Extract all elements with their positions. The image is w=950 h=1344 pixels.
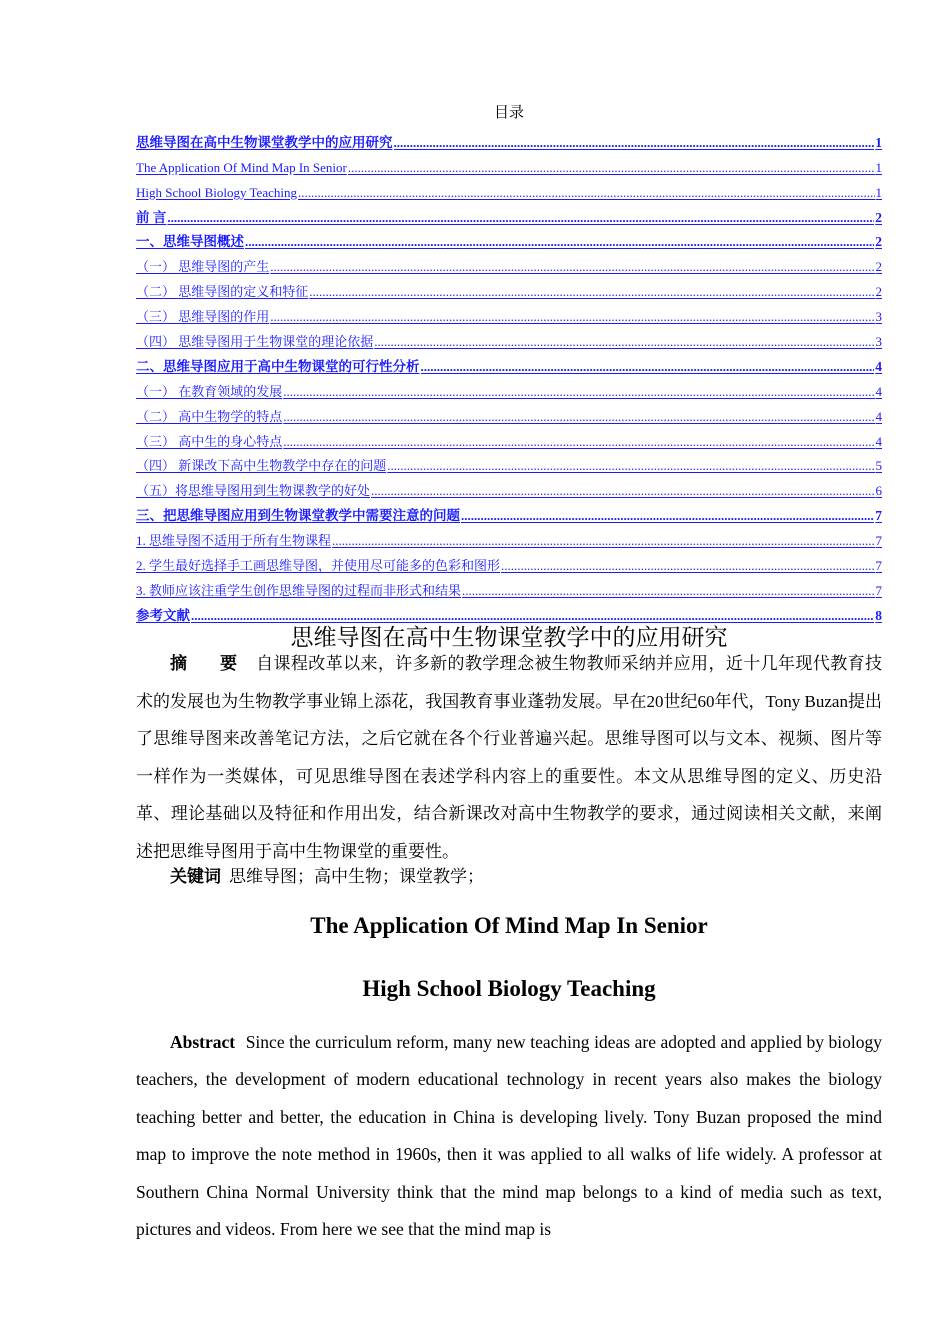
toc-entry[interactable]: [136, 151, 882, 176]
toc-entry-title: 三、把思维导图应用到生物课堂教学中需要注意的问题: [136, 508, 460, 524]
toc-entry-title: 参考文献: [136, 607, 190, 623]
toc-entry-title: （二） 思维导图的定义和特征: [136, 284, 309, 300]
toc-entry-leader: [245, 234, 874, 250]
chinese-abstract-label: 摘 要: [170, 654, 252, 673]
toc-entry-page: 2: [875, 234, 882, 250]
toc-entry-leader: [309, 284, 874, 300]
toc-entry-page: 2: [875, 259, 882, 275]
toc-entry-leader: [332, 533, 874, 549]
english-abstract: [136, 1024, 882, 1248]
toc-entry-title: 前 言: [136, 209, 167, 225]
toc-entry[interactable]: [136, 400, 882, 425]
toc-entry-page: 4: [875, 358, 882, 374]
toc-entry-page: 7: [875, 582, 882, 598]
toc-entry-title: High School Biology Teaching: [136, 184, 297, 200]
toc-entry-page: 5: [875, 458, 882, 474]
toc-entry-page: 7: [875, 508, 882, 524]
toc-entry-leader: [387, 458, 874, 474]
table-of-contents: [136, 126, 882, 624]
toc-entry-leader: [371, 483, 874, 499]
toc-entry-title: （二） 高中生物学的特点: [136, 408, 283, 424]
toc-entry[interactable]: [136, 549, 882, 574]
toc-entry-page: 2: [875, 209, 882, 225]
toc-entry-title: （一） 思维导图的产生: [136, 259, 270, 275]
toc-entry-title: （一） 在教育领域的发展: [136, 383, 283, 399]
toc-entry-title: 二、思维导图应用于高中生物课堂的可行性分析: [136, 358, 420, 374]
toc-title: 目录: [493, 105, 524, 121]
toc-entry[interactable]: [136, 325, 882, 350]
toc-entry[interactable]: [136, 474, 882, 499]
toc-entry[interactable]: [136, 250, 882, 275]
toc-entry-leader: [283, 409, 874, 425]
toc-entry-title: 一、思维导图概述: [136, 234, 244, 250]
toc-entry-page: 6: [875, 483, 882, 499]
toc-entry-leader: [462, 583, 874, 599]
toc-entry-title: （四） 新课改下高中生物教学中存在的问题: [136, 458, 387, 474]
toc-entry-page: 4: [875, 383, 882, 399]
toc-entry[interactable]: [136, 574, 882, 599]
toc-entry-title: （三） 高中生的身心特点: [136, 433, 283, 449]
toc-entry[interactable]: [136, 226, 882, 251]
toc-entry-leader: [421, 359, 875, 375]
toc-entry-leader: [394, 135, 875, 151]
toc-entry-title: （四） 思维导图用于生物课堂的理论依据: [136, 334, 374, 350]
toc-entry[interactable]: [136, 524, 882, 549]
toc-entry[interactable]: [136, 499, 882, 524]
toc-entry-leader: [270, 259, 874, 275]
english-title-line1: The Application Of Mind Map In Senior: [310, 913, 708, 938]
toc-entry-page: 4: [875, 408, 882, 424]
toc-entry-title: 3. 教师应该注重学生创作思维导图的过程而非形式和结果: [136, 582, 462, 598]
toc-entry[interactable]: [136, 176, 882, 201]
toc-entry-page: 3: [875, 309, 882, 325]
toc-entry[interactable]: [136, 275, 882, 300]
chinese-keywords: [170, 862, 484, 887]
toc-entry-page: 1: [875, 184, 882, 200]
toc-entry-page: 2: [875, 284, 882, 300]
toc-entry[interactable]: [136, 350, 882, 375]
toc-entry-page: 4: [875, 433, 882, 449]
toc-entry[interactable]: [136, 300, 882, 325]
toc-entry[interactable]: [136, 201, 882, 226]
toc-entry-title: 2. 学生最好选择手工画思维导图，并使用尽可能多的色彩和图形: [136, 558, 501, 574]
chinese-keywords-label: 关键词: [170, 867, 221, 886]
toc-entry-leader: [283, 434, 874, 450]
english-abstract-text: Since the curriculum reform, many new teaching ideas are adopted and applied by biology teachers, the development of modern educational technology in recent years also makes the biology teaching better and better, the education in China is developing lively. Tony Buzan proposed the mind map to improve the note method in 1960s, then it was applied to all walks of life widely. A professor at Southern China Normal University think that the mind map belongs to a kind of media such as text, pictures and videos. From here we see that the mind map is: [136, 1032, 882, 1240]
toc-entry-leader: [270, 309, 874, 325]
toc-entry-page: 1: [875, 134, 882, 150]
english-abstract-label: Abstract: [170, 1032, 236, 1052]
toc-entry-page: 1: [875, 159, 882, 175]
chinese-keywords-text: 思维导图；高中生物；课堂教学；: [229, 867, 484, 886]
toc-entry-page: 7: [875, 533, 882, 549]
chinese-title: 思维导图在高中生物课堂教学中的应用研究: [290, 625, 728, 651]
english-title-line2: High School Biology Teaching: [362, 976, 656, 1001]
toc-entry[interactable]: [136, 450, 882, 475]
toc-entry[interactable]: [136, 126, 882, 151]
toc-entry-title: 1. 思维导图不适用于所有生物课程: [136, 533, 332, 549]
toc-entry-leader: [348, 160, 875, 176]
toc-entry-title: （三） 思维导图的作用: [136, 309, 270, 325]
toc-entry-title: The Application Of Mind Map In Senior: [136, 159, 347, 175]
toc-entry-leader: [374, 334, 874, 350]
chinese-abstract-text: 自课程改革以来，许多新的教学理念被生物教师采纳并应用，近十几年现代教育技术的发展也为生物教学事业锦上添花，我国教育事业蓬勃发展。早在20世纪60年代，Tony Buzan提出了思维导图来改善笔记方法，之后它就在各个行业普遍兴起。思维导图可以与文本、视频、图片等一样作为一类媒体，可见思维导图在表述学科内容上的重要性。本文从思维导图的定义、历史沿革、理论基础以及特征和作用出发，结合新课改对高中生物教学的要求，通过阅读相关文献，来阐述把思维导图用于高中生物课堂的重要性。: [136, 654, 883, 861]
toc-entry-title: （五）将思维导图用到生物课教学的好处: [136, 483, 371, 499]
toc-entry-leader: [461, 508, 874, 524]
toc-entry[interactable]: [136, 375, 882, 400]
toc-entry-page: 7: [875, 558, 882, 574]
toc-entry-page: 3: [875, 334, 882, 350]
toc-entry-leader: [501, 558, 874, 574]
toc-entry-page: 8: [875, 607, 882, 623]
toc-entry-leader: [167, 210, 874, 226]
chinese-abstract: [136, 645, 882, 870]
toc-entry-leader: [298, 185, 875, 201]
toc-entry-title: 思维导图在高中生物课堂教学中的应用研究: [136, 134, 393, 150]
toc-entry-leader: [283, 384, 874, 400]
toc-entry[interactable]: [136, 425, 882, 450]
